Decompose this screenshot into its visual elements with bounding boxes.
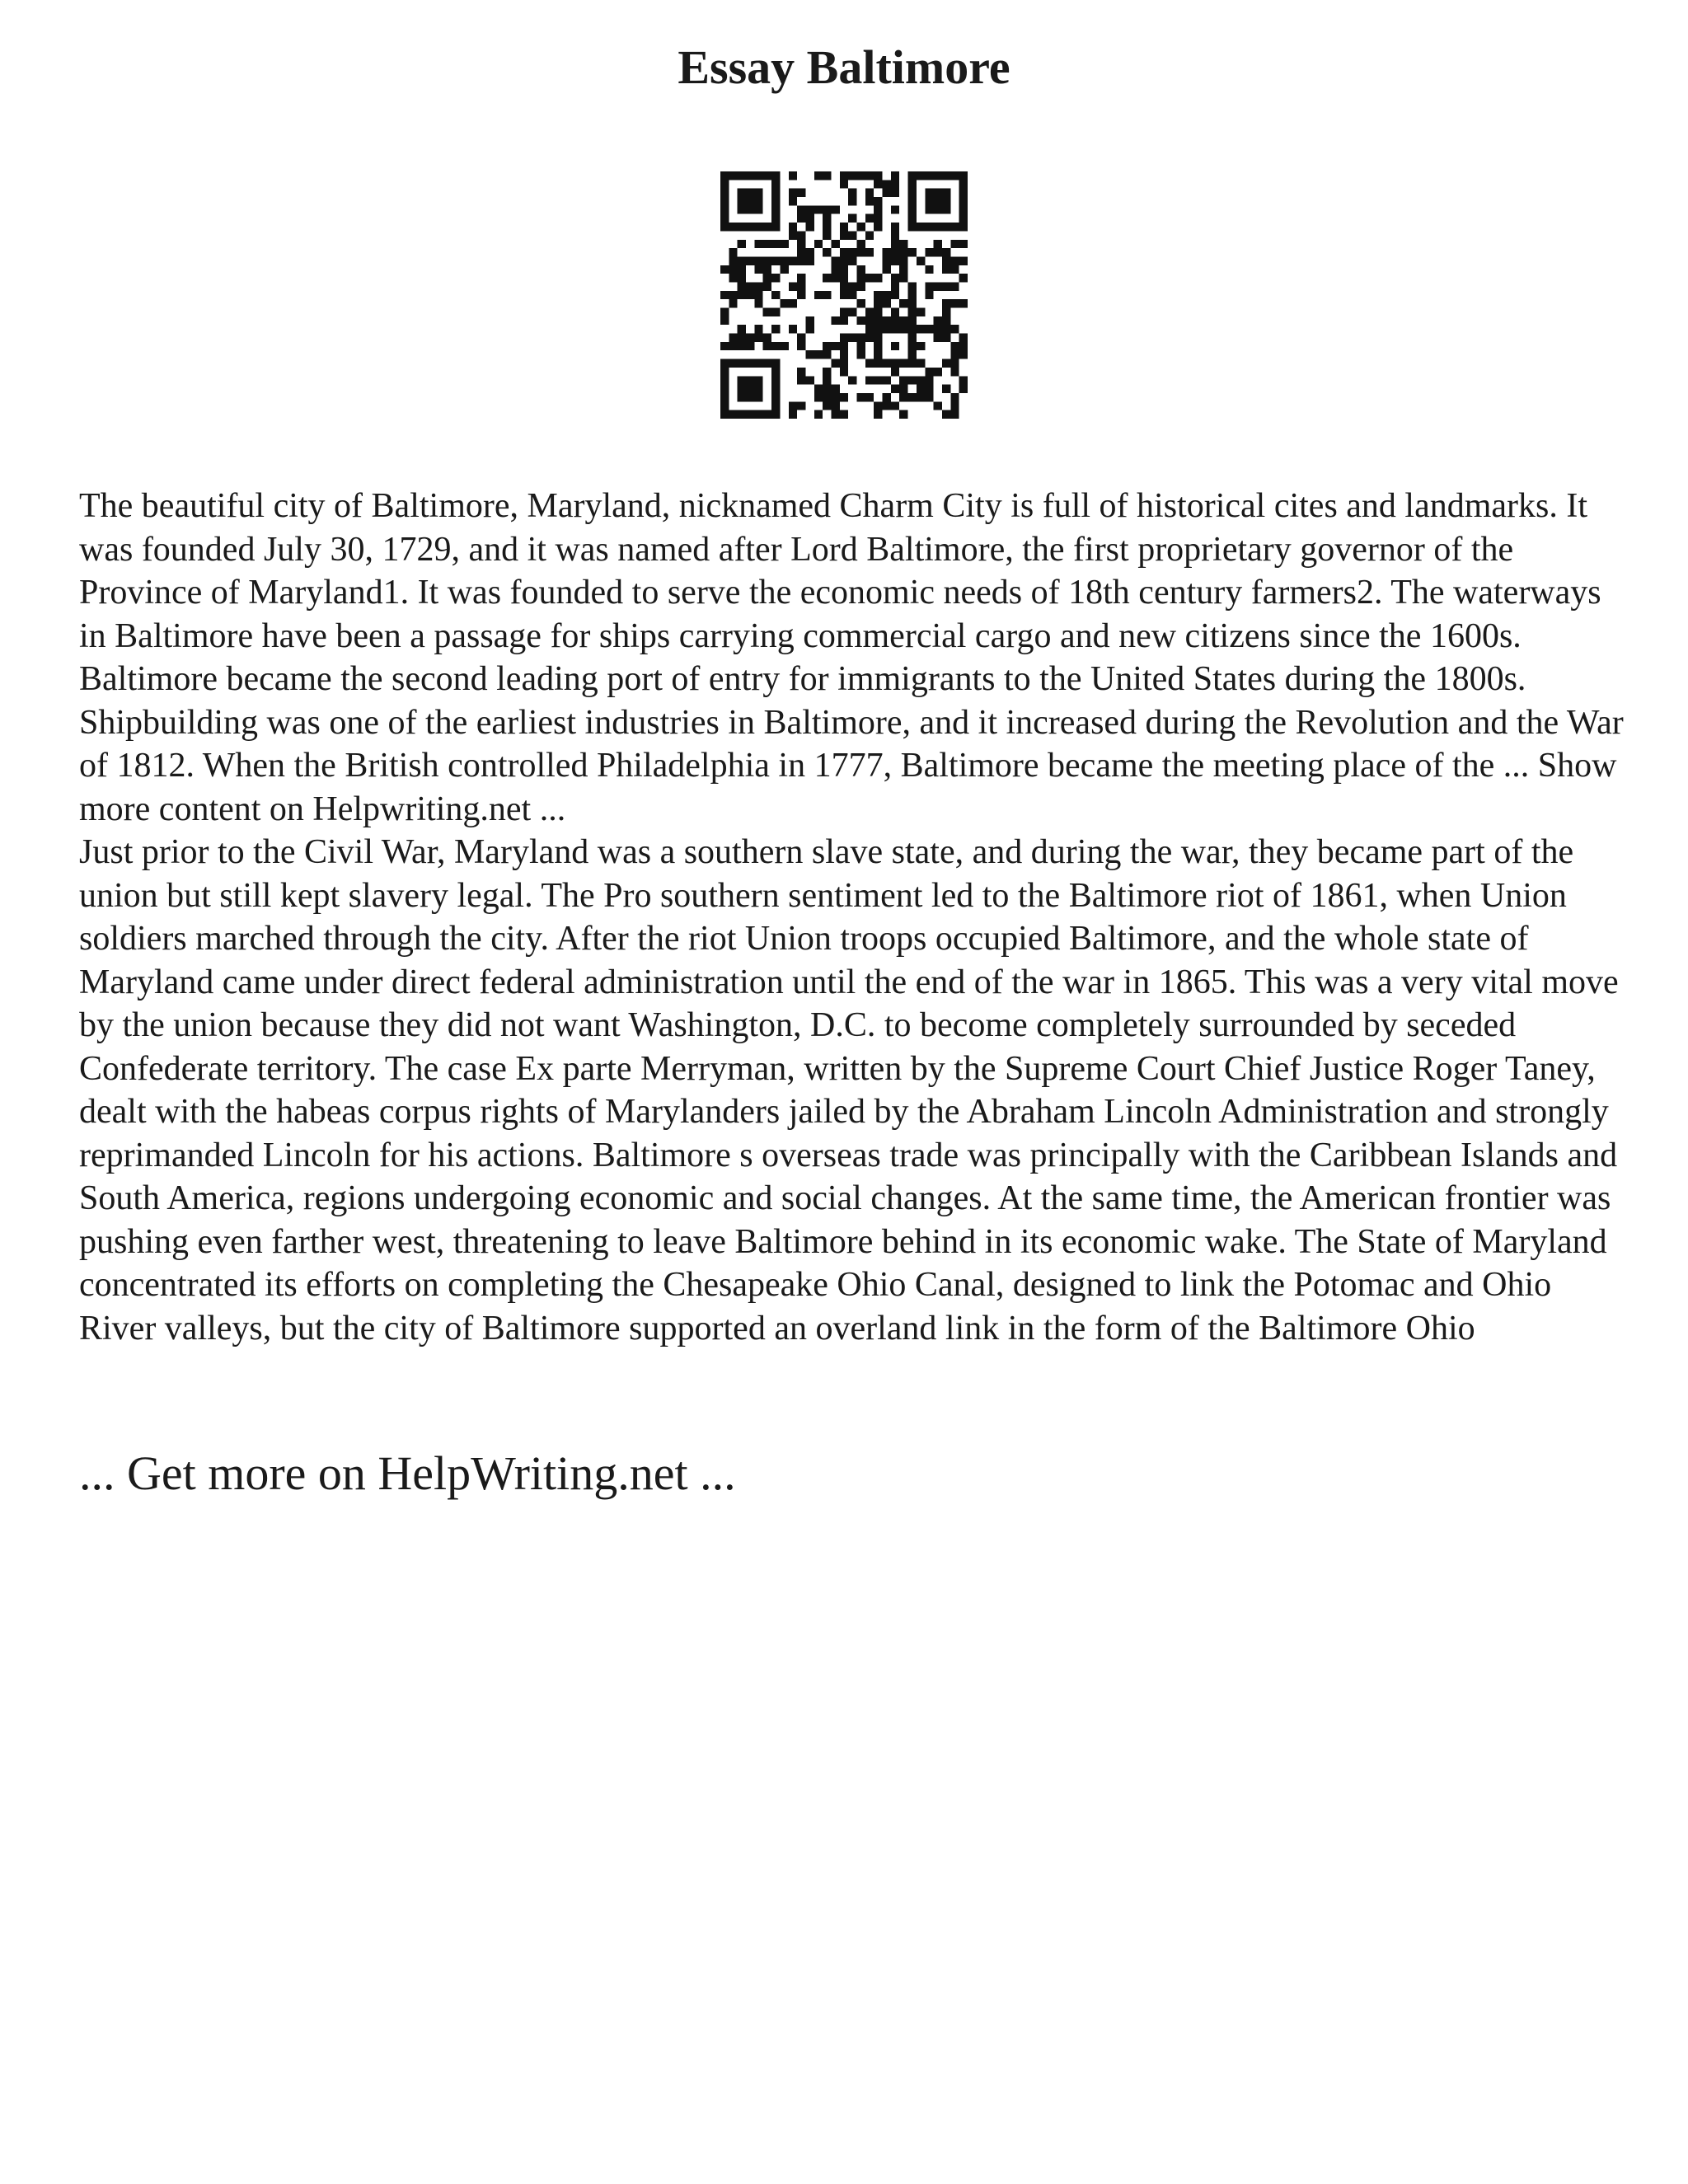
- paragraph-intro: The beautiful city of Baltimore, Maryland, nicknamed Charm City is full of historical cites and landmarks. It was founded July 30, 1729, and it was named after Lord Baltimore, the first proprietary governor of the Province of Maryland1. It was founded to serve the economic needs of 18th century farmers2. The waterways in Baltimore have been a passage for ships carrying commercial cargo and new citizens since the 1600s. Baltimore became the second leading port of entry for immigrants to the United States during the 1800s. Shipbuilding was one of the earliest industries in Baltimore, and it increased during the Revolution and the War of 1812. When the British controlled Philadelphia in 1777, Baltimore became the meeting place of the ... Show more content on Helpwriting.net ...: [79, 487, 1624, 828]
- qr-code-icon: [720, 171, 968, 419]
- document-title: Essay Baltimore: [678, 40, 1010, 94]
- essay-body: [79, 485, 1629, 1350]
- paragraph-civil-war: Just prior to the Civil War, Maryland was a southern slave state, and during the war, they became part of the union but still kept slavery legal. The Pro southern sentiment led to the Baltimore riot of 1861, when Union soldiers marched through the city. After the riot Union troops occupied Baltimore, and the whole state of Maryland came under direct federal administration until the end of the war in 1865. This was a very vital move by the union because they did not want Washington, D.C. to become completely surrounded by seceded Confederate territory. The case Ex parte Merryman, written by the Supreme Court Chief Justice Roger Taney, dealt with the habeas corpus rights of Marylanders jailed by the Abraham Lincoln Administration and strongly reprimanded Lincoln for his actions. Baltimore s overseas trade was principally with the Caribbean Islands and South America, regions undergoing economic and social changes. At the same time, the American frontier was pushing even farther west, threatening to leave Baltimore behind in its economic wake. The State of Maryland concentrated its efforts on completing the Chesapeake Ohio Canal, designed to link the Potomac and Ohio River valleys, but the city of Baltimore supported an overland link in the form of the Baltimore Ohio: [79, 833, 1619, 1347]
- get-more-link[interactable]: ... Get more on HelpWriting.net ...: [79, 1446, 736, 1500]
